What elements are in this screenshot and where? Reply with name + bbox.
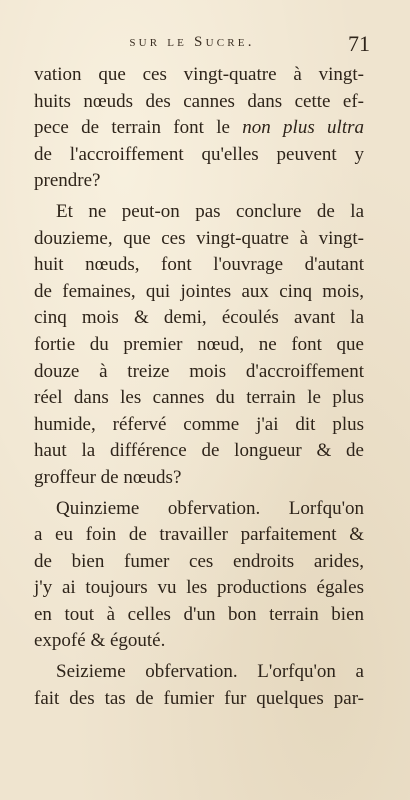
- text-line: huit nœuds, font l'ouvrage d'autant: [34, 254, 364, 276]
- text-line: de femaines, qui jointes aux cinq mois,: [34, 280, 364, 302]
- page-number: 71: [348, 31, 370, 56]
- running-head: [40, 31, 370, 56]
- text-line: haut la différence de longueur & de: [34, 440, 364, 462]
- text-line: fortie du premier nœud, ne font que: [34, 333, 364, 355]
- text-line: prendre?: [34, 170, 101, 192]
- running-title: sur le Sucre.: [129, 34, 255, 50]
- text-line: humide, réfervé comme j'ai dit plus: [34, 413, 364, 435]
- text-line: en tout à celles d'un bon terrain bien: [34, 603, 364, 625]
- text-line: Quinzieme obfervation. Lorfqu'on: [56, 497, 364, 519]
- text-line: groffeur de nœuds?: [34, 466, 182, 488]
- text-line: Seizieme obfervation. L'orfqu'on a: [56, 661, 364, 683]
- text-line: douzieme, que ces vingt-quatre à vingt-: [34, 227, 364, 249]
- text-line: fait des tas de fumier fur quelques par-: [34, 687, 364, 709]
- text-line: pece de terrain font le non plus ultra: [34, 117, 364, 139]
- text-line: douze à treize mois d'accroiffement: [34, 360, 364, 382]
- text-line: j'y ai toujours vu les productions égales: [34, 577, 364, 599]
- text-line: de bien fumer ces endroits arides,: [34, 550, 364, 572]
- text-line: Et ne peut-on pas conclure de la: [56, 200, 364, 222]
- body-text: [34, 62, 364, 712]
- text-line: vation que ces vingt-quatre à vingt-: [34, 64, 364, 85]
- text-line: expofé & égouté.: [34, 630, 166, 652]
- text-line: a eu foin de travailler parfaitement &: [34, 524, 364, 546]
- text-line: cinq mois & demi, écoulés avant la: [34, 307, 364, 329]
- text-line: huits nœuds des cannes dans cette ef-: [34, 90, 364, 112]
- text-line: de l'accroiffement qu'elles peuvent y: [34, 143, 364, 165]
- text-line: réel dans les cannes du terrain le plus: [34, 387, 364, 409]
